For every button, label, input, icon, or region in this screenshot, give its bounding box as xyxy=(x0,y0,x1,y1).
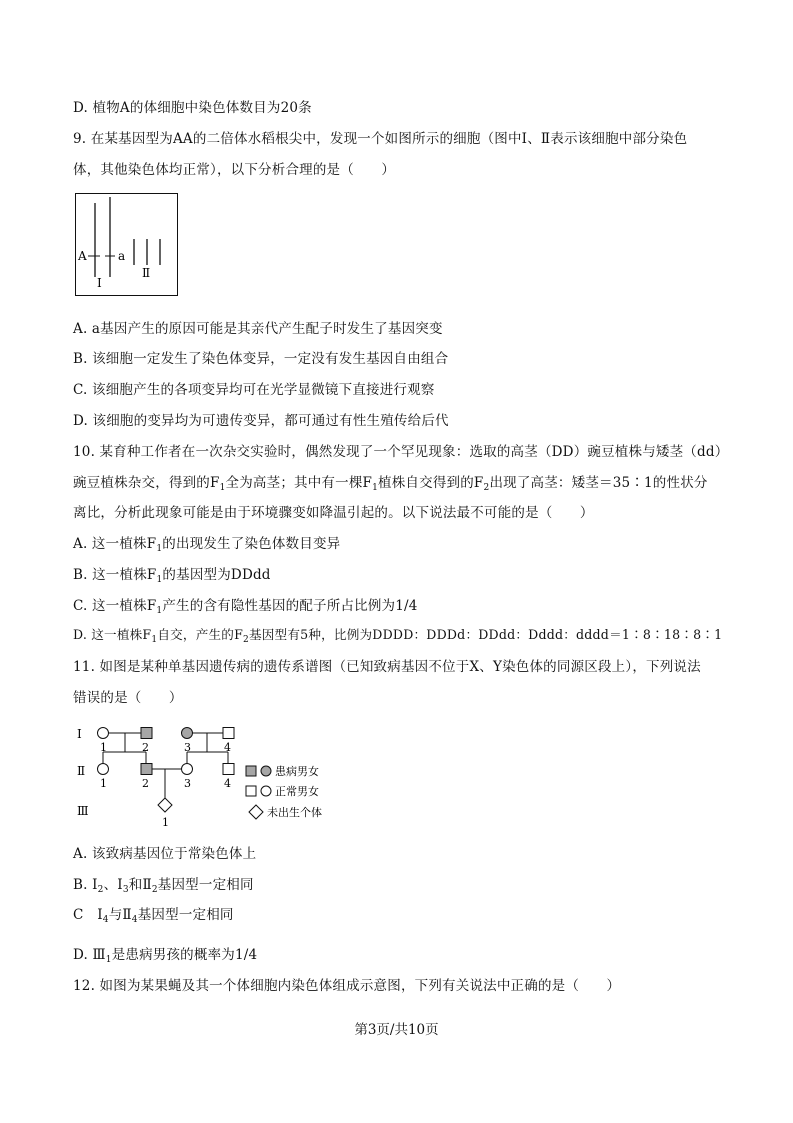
legend-normal-female-icon xyxy=(261,786,271,796)
q9-option-c: C. 该细胞产生的各项变异均可在光学显微镜下直接进行观察 xyxy=(73,382,435,398)
q11-option-b: B. $Ⅰ_2$、$Ⅰ_3$和$Ⅱ_2$基因型一定相同 xyxy=(73,877,254,895)
legend-unborn-icon xyxy=(249,805,263,819)
q10-stem-line2: 豌豆植株杂交，得到的$F_1$全为高茎；其中有一棵$F_1$植株自交得到的$F_2$出现了高茎：矮茎＝35∶1的性状分 xyxy=(73,475,708,493)
q9-option-a: A. a基因产生的原因可能是其亲代产生配子时发生了基因突变 xyxy=(73,321,443,337)
page-footer: 第3页/共10页 xyxy=(354,1022,439,1038)
q11-stem-line2: 错误的是（ ） xyxy=(73,690,183,706)
generation-label-III: Ⅲ xyxy=(77,804,89,818)
individual-I1 xyxy=(98,728,109,739)
generation-label-II: Ⅱ xyxy=(77,764,86,778)
svg-text:3: 3 xyxy=(184,741,191,754)
legend-affected-female-icon xyxy=(261,766,271,776)
q10-option-b: B. 这一植株$F_1$的基因型为DDdd xyxy=(73,567,271,585)
legend-affected-male-icon xyxy=(246,766,256,776)
individual-II4 xyxy=(223,764,234,775)
q9-option-d: D. 该细胞的变异均为可遗传变异，都可通过有性生殖传给后代 xyxy=(73,413,449,429)
q10-stem-line1: 10. 某育种工作者在一次杂交实验时，偶然发现了一个罕见现象：选取的高茎（DD）豌豆植株与矮茎（dd） xyxy=(73,444,729,460)
q9-chromosome-figure xyxy=(75,193,179,297)
legend-normal-male-icon xyxy=(246,786,256,796)
svg-text:4: 4 xyxy=(224,741,231,754)
svg-text:1: 1 xyxy=(100,741,107,754)
individual-I4 xyxy=(223,728,234,739)
q9-stem-line1: 9. 在某基因型为AA的二倍体水稻根尖中，发现一个如图所示的细胞（图中Ⅰ、Ⅱ表示该细胞中部分染色 xyxy=(73,131,688,147)
q9-option-b: B. 该细胞一定发生了染色体变异，一定没有发生基因自由组合 xyxy=(73,351,449,367)
q11-option-d: D. $Ⅲ_1$是患病男孩的概率为1/4 xyxy=(73,947,258,965)
gene-label-A: A xyxy=(78,249,87,263)
individual-I3 xyxy=(182,728,193,739)
q10-option-d: D. 这一植株$F_1$自交，产生的$F_2$基因型有5种，比例为DDDD：DDDd：DDdd：Dddd：dddd＝1∶8∶18∶8∶1 xyxy=(73,627,723,645)
svg-text:3: 3 xyxy=(184,777,191,790)
q10-option-a: A. 这一植株$F_1$的出现发生了染色体数目变异 xyxy=(73,536,341,554)
q10-option-c: C. 这一植株$F_1$产生的含有隐性基因的配子所占比例为1/4 xyxy=(73,598,418,616)
individual-I2 xyxy=(141,728,152,739)
legend-normal-label: 正常男女 xyxy=(275,785,319,798)
q10-stem-line3: 离比，分析此现象可能是由于环境骤变如降温引起的。以下说法最不可能的是（ ） xyxy=(73,505,594,521)
q9-stem-line2: 体，其他染色体均正常），以下分析合理的是（ ） xyxy=(73,162,396,178)
svg-text:2: 2 xyxy=(142,777,149,790)
q11-option-a: A. 该致病基因位于常染色体上 xyxy=(73,846,257,862)
chromosome-label-II: Ⅱ xyxy=(142,266,151,280)
generation-label-I: Ⅰ xyxy=(77,727,82,741)
legend-unborn-label: 未出生个体 xyxy=(267,806,322,819)
q8-option-d: D. 植物A的体细胞中染色体数目为20条 xyxy=(73,100,312,116)
legend-affected-label: 患病男女 xyxy=(275,765,319,778)
q11-pedigree-figure xyxy=(74,722,354,832)
q11-option-c: C $Ⅰ_4$与$Ⅱ_4$基因型一定相同 xyxy=(73,907,234,925)
svg-text:4: 4 xyxy=(224,777,231,790)
q11-stem-line1: 11. 如图是某种单基因遗传病的遗传系谱图（已知致病基因不位于X、Y染色体的同源区段上），下列说法 xyxy=(73,659,701,675)
q12-stem-line1: 12. 如图为某果蝇及其一个体细胞内染色体组成示意图，下列有关说法中正确的是（ ） xyxy=(73,978,621,994)
svg-text:2: 2 xyxy=(142,741,149,754)
svg-text:1: 1 xyxy=(100,777,107,790)
svg-text:1: 1 xyxy=(162,816,169,829)
chromosome-label-I: Ⅰ xyxy=(97,276,102,290)
individual-III1 xyxy=(158,798,172,812)
individual-II2 xyxy=(141,764,152,775)
individual-II1 xyxy=(98,764,109,775)
individual-II3 xyxy=(182,764,193,775)
gene-label-a: a xyxy=(118,249,126,263)
